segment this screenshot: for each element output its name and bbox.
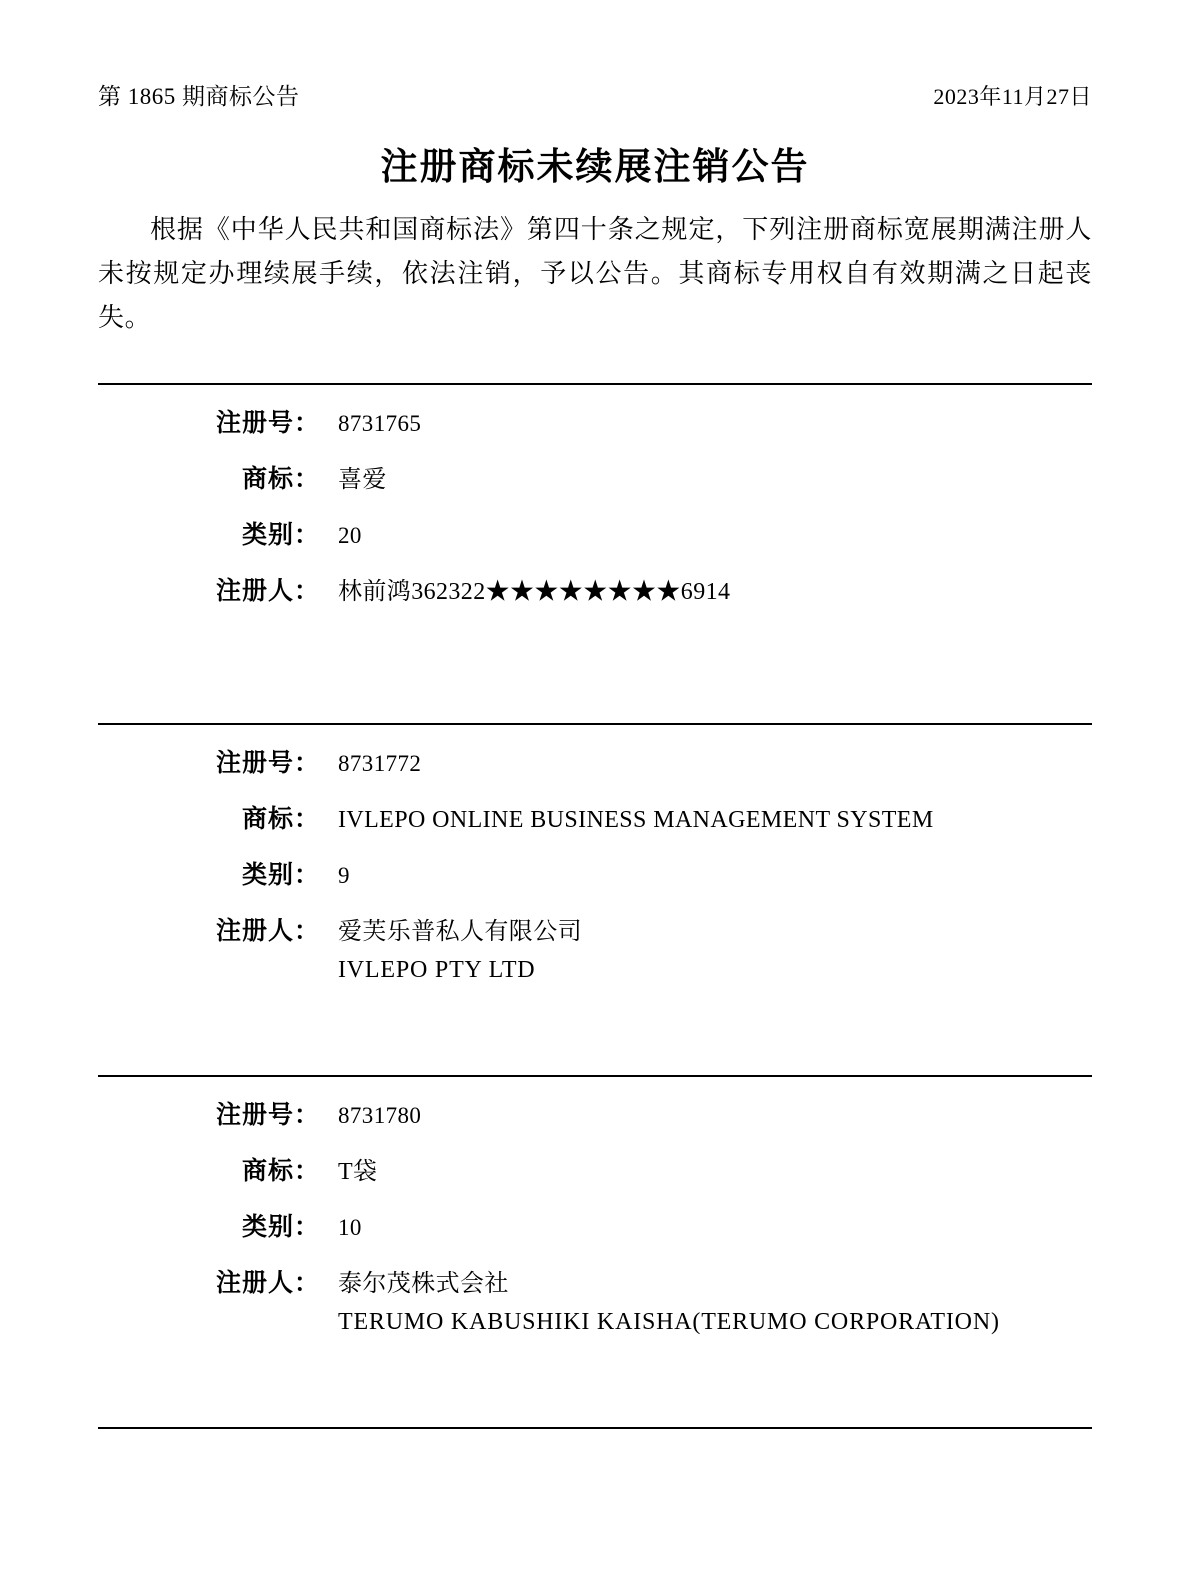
entry-list [98,383,1092,1429]
field-value-reg-no: 8731765 [338,411,422,436]
field-value-category: 20 [338,523,362,548]
field-label-registrant: 注册人： [215,578,320,605]
field-value-reg-no: 8731772 [338,751,422,776]
field-label-category: 类别： [241,862,320,889]
entry-field-registrant [98,1265,1092,1341]
publication-date: 2023年11月27日 [933,84,1092,109]
field-value-category: 10 [338,1215,362,1240]
field-value-trademark: 喜爱 [338,467,387,493]
field-label-category: 类别： [241,522,320,549]
entry-field-reg-no [98,405,1092,443]
page-header [98,78,1092,111]
field-label-reg-no: 注册号： [215,750,320,777]
entry-field-reg-no [98,1097,1092,1135]
registrant-line-2: IVLEPO PTY LTD [338,957,536,983]
trademark-entry [98,725,1092,1075]
field-value-registrant [320,573,1092,611]
field-label-registrant: 注册人： [215,1270,320,1297]
entry-field-category [98,517,1092,555]
entry-field-reg-no [98,745,1092,783]
field-label-trademark: 商标： [241,806,320,833]
field-value-registrant [320,913,1092,989]
field-label-reg-no: 注册号： [215,410,320,437]
entry-field-trademark [98,1153,1092,1191]
registrant-line-2: TERUMO KABUSHIKI KAISHA(TERUMO CORPORATION) [338,1309,1000,1335]
intro-paragraph: 根据《中华人民共和国商标法》第四十条之规定，下列注册商标宽展期满注册人未按规定办理续展手续，依法注销，予以公告。其商标专用权自有效期满之日起丧失。 [98,215,1092,332]
entry-field-category [98,1209,1092,1247]
entry-field-registrant [98,913,1092,989]
entry-field-registrant [98,573,1092,611]
field-label-reg-no: 注册号： [215,1102,320,1129]
field-value-registrant [320,1265,1092,1341]
field-value-category: 9 [338,863,350,888]
field-label-trademark: 商标： [241,466,320,493]
entry-field-trademark [98,461,1092,499]
field-label-registrant: 注册人： [215,918,320,945]
page-title: 注册商标未续展注销公告 [380,147,810,188]
registrant-line-1: 泰尔茂株式会社 [338,1271,509,1297]
field-label-trademark: 商标： [241,1158,320,1185]
registrant-line-1: 爱芙乐普私人有限公司 [338,919,582,945]
field-label-category: 类别： [241,1214,320,1241]
entry-field-category [98,857,1092,895]
issue-number: 第 1865 期商标公告 [98,84,300,109]
field-value-reg-no: 8731780 [338,1103,422,1128]
entry-field-trademark [98,801,1092,839]
registrant-line-1: 林前鸿362322★★★★★★★★6914 [338,579,731,605]
trademark-entry [98,385,1092,723]
trademark-entry [98,1077,1092,1427]
field-value-trademark: T袋 [338,1159,378,1185]
field-value-trademark: IVLEPO ONLINE BUSINESS MANAGEMENT SYSTEM [338,807,934,833]
divider [98,1427,1092,1429]
